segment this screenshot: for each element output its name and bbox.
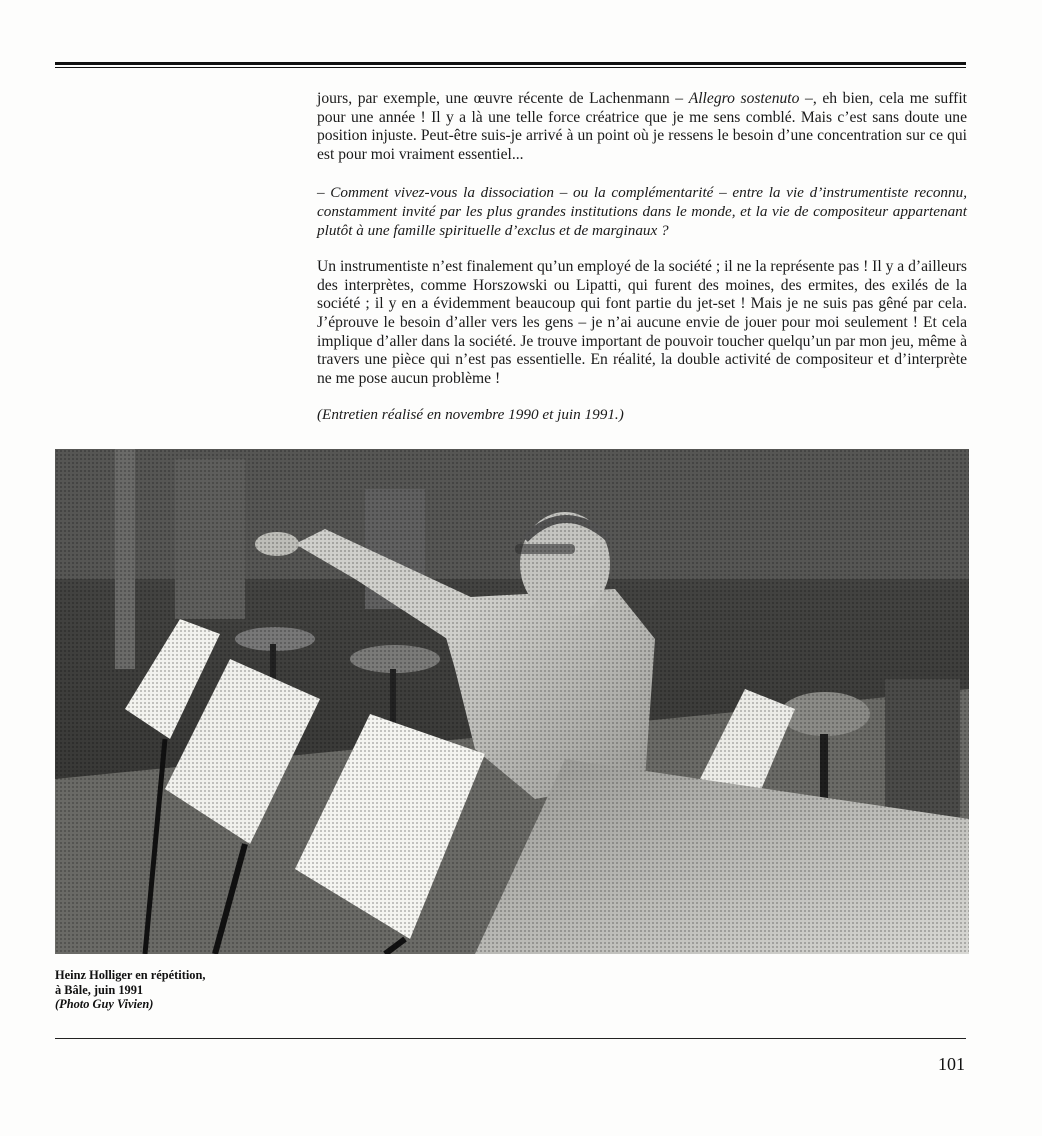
- photo-illustration: [55, 449, 969, 954]
- work-title: Allegro sostenuto: [688, 90, 800, 107]
- bottom-rule: [55, 1038, 966, 1039]
- paragraph-rest: –, eh bien, cela me suffit pour une année ! Il y a là une telle force créatrice que je me sens comblé. Mais c’est sans doute une position injuste. Peut-être suis-je arrivé à un point où je ressens le besoin d’une concentration sur ce qui est pour moi vraiment essentiel...: [317, 90, 967, 163]
- caption-line-1: Heinz Holliger en répétition,: [55, 968, 206, 982]
- photo-caption: [55, 968, 355, 1012]
- caption-photo-credit: (Photo Guy Vivien): [55, 997, 154, 1011]
- interview-credit: (Entretien réalisé en novembre 1990 et juin 1991.): [317, 406, 624, 424]
- answer-paragraph: Un instrumentiste n’est finalement qu’un employé de la société ; il ne la représente pas ! Il y a d’ailleurs des interprètes, comme Horszowski ou Lipatti, qui furent des moines, des ermites, des exilés de la société ; il y en a évidemment beaucoup qui font partie du jet-set ! Mais je ne suis pas gêné par cela. J’éprouve le besoin d’aller vers les gens – je n’ai aucune envie de jouer pour moi seulement ! Et cela implique d’aller dans la société. Je trouve important de pouvoir toucher quelqu’un par mon jeu, même à travers une pièce qui n’est pas essentielle. En réalité, la double activité de compositeur et d’interprète ne me pose aucun problème !: [317, 258, 967, 387]
- paragraph-lead: jours, par exemple, une œuvre récente de Lachenmann –: [317, 90, 689, 107]
- continued-paragraph: [317, 90, 967, 164]
- interview-text-column: [317, 90, 967, 443]
- caption-line-2: à Bâle, juin 1991: [55, 982, 144, 997]
- interviewer-question: – Comment vivez-vous la dissociation – ou la complémentarité – entre la vie d’instrumentiste reconnu, constamment invité par les plus grandes institutions dans le monde, et la vie de compositeur appartenant plutôt à une famille spirituelle d’exclus et de marginaux ?: [317, 184, 967, 239]
- rehearsal-photo: [55, 449, 969, 954]
- page-number: 101: [938, 1054, 965, 1074]
- top-rule-thick: [55, 62, 966, 65]
- top-rule-thin: [55, 67, 966, 68]
